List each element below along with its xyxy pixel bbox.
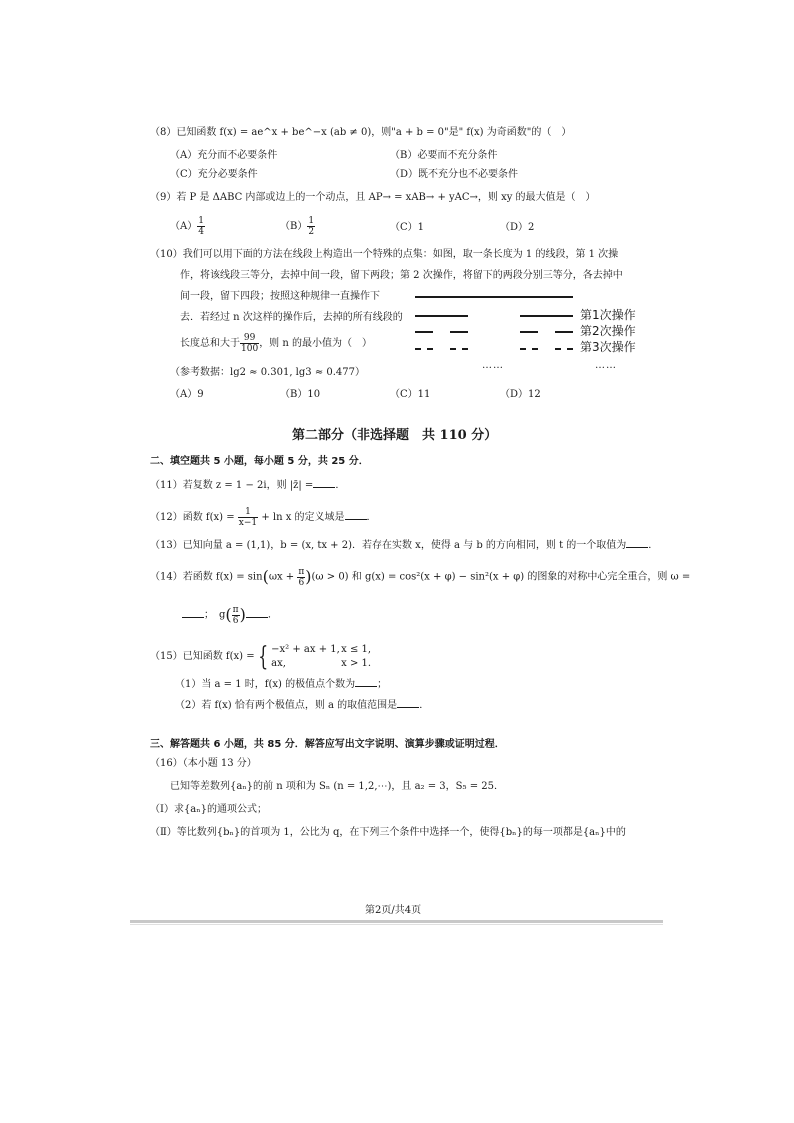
q16-part-ii: （Ⅱ）等比数列{bₙ}的首项为 1，公比为 q，在下列三个条件中选择一个，使得{bₙ}的每一项都是{aₙ}中的 <box>150 827 626 838</box>
section-solutions-heading: 三、解答题共 6 小题，共 85 分．解答应写出文字说明、演算步骤或证明过程． <box>150 739 505 750</box>
q10-l5-prefix: 长度总和大于 <box>180 338 240 349</box>
q14-inner: ωx + <box>268 571 295 583</box>
q10-line-3: 间一段，留下四段；按照这种规律一直操作下 <box>180 291 380 302</box>
q14-mid: (ω > 0) 和 g(x) = cos²(x + φ) − sin²(x + φ) 的图象的对称中心完全重合，则 ω = <box>311 571 691 583</box>
cantor-segment-level2 <box>520 331 538 333</box>
q15-p2-end: ． <box>419 700 430 711</box>
q12-num: 1 <box>238 507 258 518</box>
op-label-1: 第1次操作 <box>580 308 636 322</box>
q9-b-prefix: （B） <box>280 221 308 232</box>
q10-fraction <box>240 333 259 354</box>
q14-omega-blank <box>182 608 204 618</box>
q8-option-d: （D）既不充分也不必要条件 <box>390 169 519 180</box>
cantor-segment-level3 <box>462 348 468 350</box>
q15-p2-blank <box>397 698 419 708</box>
q12-suffix: + ln x 的定义域是 <box>261 512 345 523</box>
q10-option-d: （D）12 <box>500 389 541 400</box>
cantor-segment-level2 <box>555 331 573 333</box>
q9-b-den: 2 <box>308 227 315 237</box>
q14-g-six: 6 <box>232 615 239 626</box>
op-label-3: 第3次操作 <box>580 340 636 354</box>
q11-answer-blank <box>313 478 335 488</box>
q14-paren-close: ) <box>305 567 312 586</box>
q15-prefix: （15）已知函数 f(x) = <box>150 651 255 662</box>
cantor-segment-level0 <box>415 296 573 298</box>
q9-option-b <box>280 216 315 237</box>
section-fill-in-heading: 二、填空题共 5 小题，每小题 5 分，共 25 分． <box>150 456 369 467</box>
q9-stem: （9）若 P 是 ΔABC 内部或边上的一个动点，且 AP→ = xAB→ + yAC→，则 xy 的最大值是（ ） <box>150 192 596 203</box>
q10-frac-num: 99 <box>240 333 259 344</box>
q13-text: （13）已知向量 a = (1,1)，b = (x, tx + 2)．若存在实数 x，使得 a 与 b 的方向相同，则 t 的一个取值为 <box>150 540 627 551</box>
cantor-segment-level3 <box>415 348 421 350</box>
q12-answer-blank <box>345 510 367 520</box>
q15-part2 <box>175 698 429 713</box>
q14-g-blank <box>246 608 268 618</box>
q10-line-2: 作，将该线段三等分，去掉中间一段，留下两段；第 2 次操作，将留下的两段分别三等分，各去掉中 <box>180 270 623 281</box>
cantor-segment-level2 <box>415 331 433 333</box>
q15-part1 <box>175 677 387 692</box>
page-number: 第2页/共4页 <box>365 905 422 916</box>
q14-line-2 <box>182 604 278 627</box>
q14-g-paren-open: ( <box>225 605 232 624</box>
q15-p1-end: ； <box>377 679 388 690</box>
q14-paren-open: ( <box>262 567 269 586</box>
cantor-segment-level2 <box>450 331 468 333</box>
q14-end: ． <box>267 609 278 621</box>
q13-end: ． <box>648 540 659 551</box>
q10-option-b: （B）10 <box>280 389 321 400</box>
q9-option-c: （C）1 <box>390 222 425 233</box>
cantor-dots-right: …… <box>595 360 617 371</box>
q12-fraction <box>238 507 258 528</box>
q8-option-a: （A）充分而不必要条件 <box>170 150 278 161</box>
q14-g-pi: π <box>232 604 239 615</box>
q15-cond1: x ≤ 1, <box>341 643 372 655</box>
q8-stem: （8）已知函数 f(x) = ae^x + be^−x (ab ≠ 0)，则"a + b = 0"是" f(x) 为奇函数"的（ ） <box>150 127 572 138</box>
q14-six: 6 <box>298 577 305 588</box>
q12-den: x−1 <box>238 518 258 528</box>
q10-option-a: （A）9 <box>170 389 204 400</box>
q8-option-c: （C）充分必要条件 <box>170 169 258 180</box>
footer-divider-shadow <box>130 924 663 925</box>
q16-part-i: （Ⅰ）求{aₙ}的通项公式； <box>150 804 267 815</box>
q10-line-1: （10）我们可以用下面的方法在线段上构造出一个特殊的点集：如图，取一条长度为 1 的线段，第 1 次操 <box>150 249 619 260</box>
cantor-segment-level3 <box>520 348 526 350</box>
q12-end: ． <box>366 512 377 523</box>
q15-p2-text: （2）若 f(x) 恰有两个极值点，则 a 的取值范围是 <box>175 700 398 711</box>
q9-b-num: 1 <box>308 216 315 226</box>
q15-case1: −x² + ax + 1, <box>271 643 340 655</box>
cantor-segment-level1 <box>415 315 468 317</box>
q14-pi: π <box>298 566 305 577</box>
footer-divider <box>130 920 663 923</box>
q9-a-fraction <box>197 216 205 237</box>
q14-line-1 <box>150 566 690 589</box>
q13-answer-blank <box>626 538 648 548</box>
q12 <box>150 507 377 528</box>
q10-frac-den: 100 <box>241 344 259 354</box>
q8-option-b: （B）必要而不充分条件 <box>390 150 498 161</box>
cantor-dots-left: …… <box>482 360 504 371</box>
cantor-segment-level3 <box>567 348 573 350</box>
q9-a-den: 4 <box>198 227 204 237</box>
part-two-title: 第二部分（非选择题 共 110 分） <box>292 428 498 443</box>
q14-g-paren-close: ) <box>239 605 246 624</box>
q9-b-fraction <box>307 216 315 237</box>
op-label-2: 第2次操作 <box>580 324 636 338</box>
q16-heading: （16）（本小题 13 分） <box>150 758 257 769</box>
q9-option-a <box>170 216 205 237</box>
q14-g-label: ； g <box>204 609 226 621</box>
q16-line-1: 已知等差数列{aₙ}的前 n 项和为 Sₙ (n = 1,2,⋯)，且 a₂ = 3，S₅ = 25． <box>170 781 504 792</box>
q9-a-num: 1 <box>198 216 204 226</box>
q15-p1-blank <box>355 677 377 687</box>
cantor-segment-level3 <box>555 348 561 350</box>
q14-prefix: （14）若函数 f(x) = sin <box>150 571 263 583</box>
q11 <box>150 478 345 493</box>
cantor-segment-level3 <box>532 348 538 350</box>
q12-prefix: （12）函数 f(x) = <box>150 512 235 523</box>
q15-definition <box>150 642 371 672</box>
cantor-segment-level3 <box>450 348 456 350</box>
q10-line-4: 去．若经过 n 次这样的操作后，去掉的所有线段的 <box>180 312 403 323</box>
q10-reference-data: （参考数据：lg2 ≈ 0.301, lg3 ≈ 0.477） <box>170 367 366 378</box>
cantor-segment-level3 <box>427 348 433 350</box>
q15-p1-text: （1）当 a = 1 时，f(x) 的极值点个数为 <box>175 679 356 690</box>
q15-brace: { <box>257 641 268 672</box>
q14-g-pi-over-6 <box>232 605 240 626</box>
q15-case2: ax, <box>271 657 286 669</box>
q15-cases <box>271 643 371 671</box>
q15-cond2: x > 1. <box>341 657 372 669</box>
cantor-segment-level1 <box>520 315 573 317</box>
q11-end: ． <box>335 480 346 491</box>
q13 <box>150 538 658 553</box>
q10-option-c: （C）11 <box>390 389 431 400</box>
q10-l5-suffix: ，则 n 的最小值为（ ） <box>259 338 372 349</box>
q9-a-prefix: （A） <box>170 221 198 232</box>
q11-text: （11）若复数 z = 1 − 2i，则 |z̄| = <box>150 480 314 491</box>
q9-option-d: （D）2 <box>500 222 535 233</box>
q10-line-5 <box>180 333 372 354</box>
